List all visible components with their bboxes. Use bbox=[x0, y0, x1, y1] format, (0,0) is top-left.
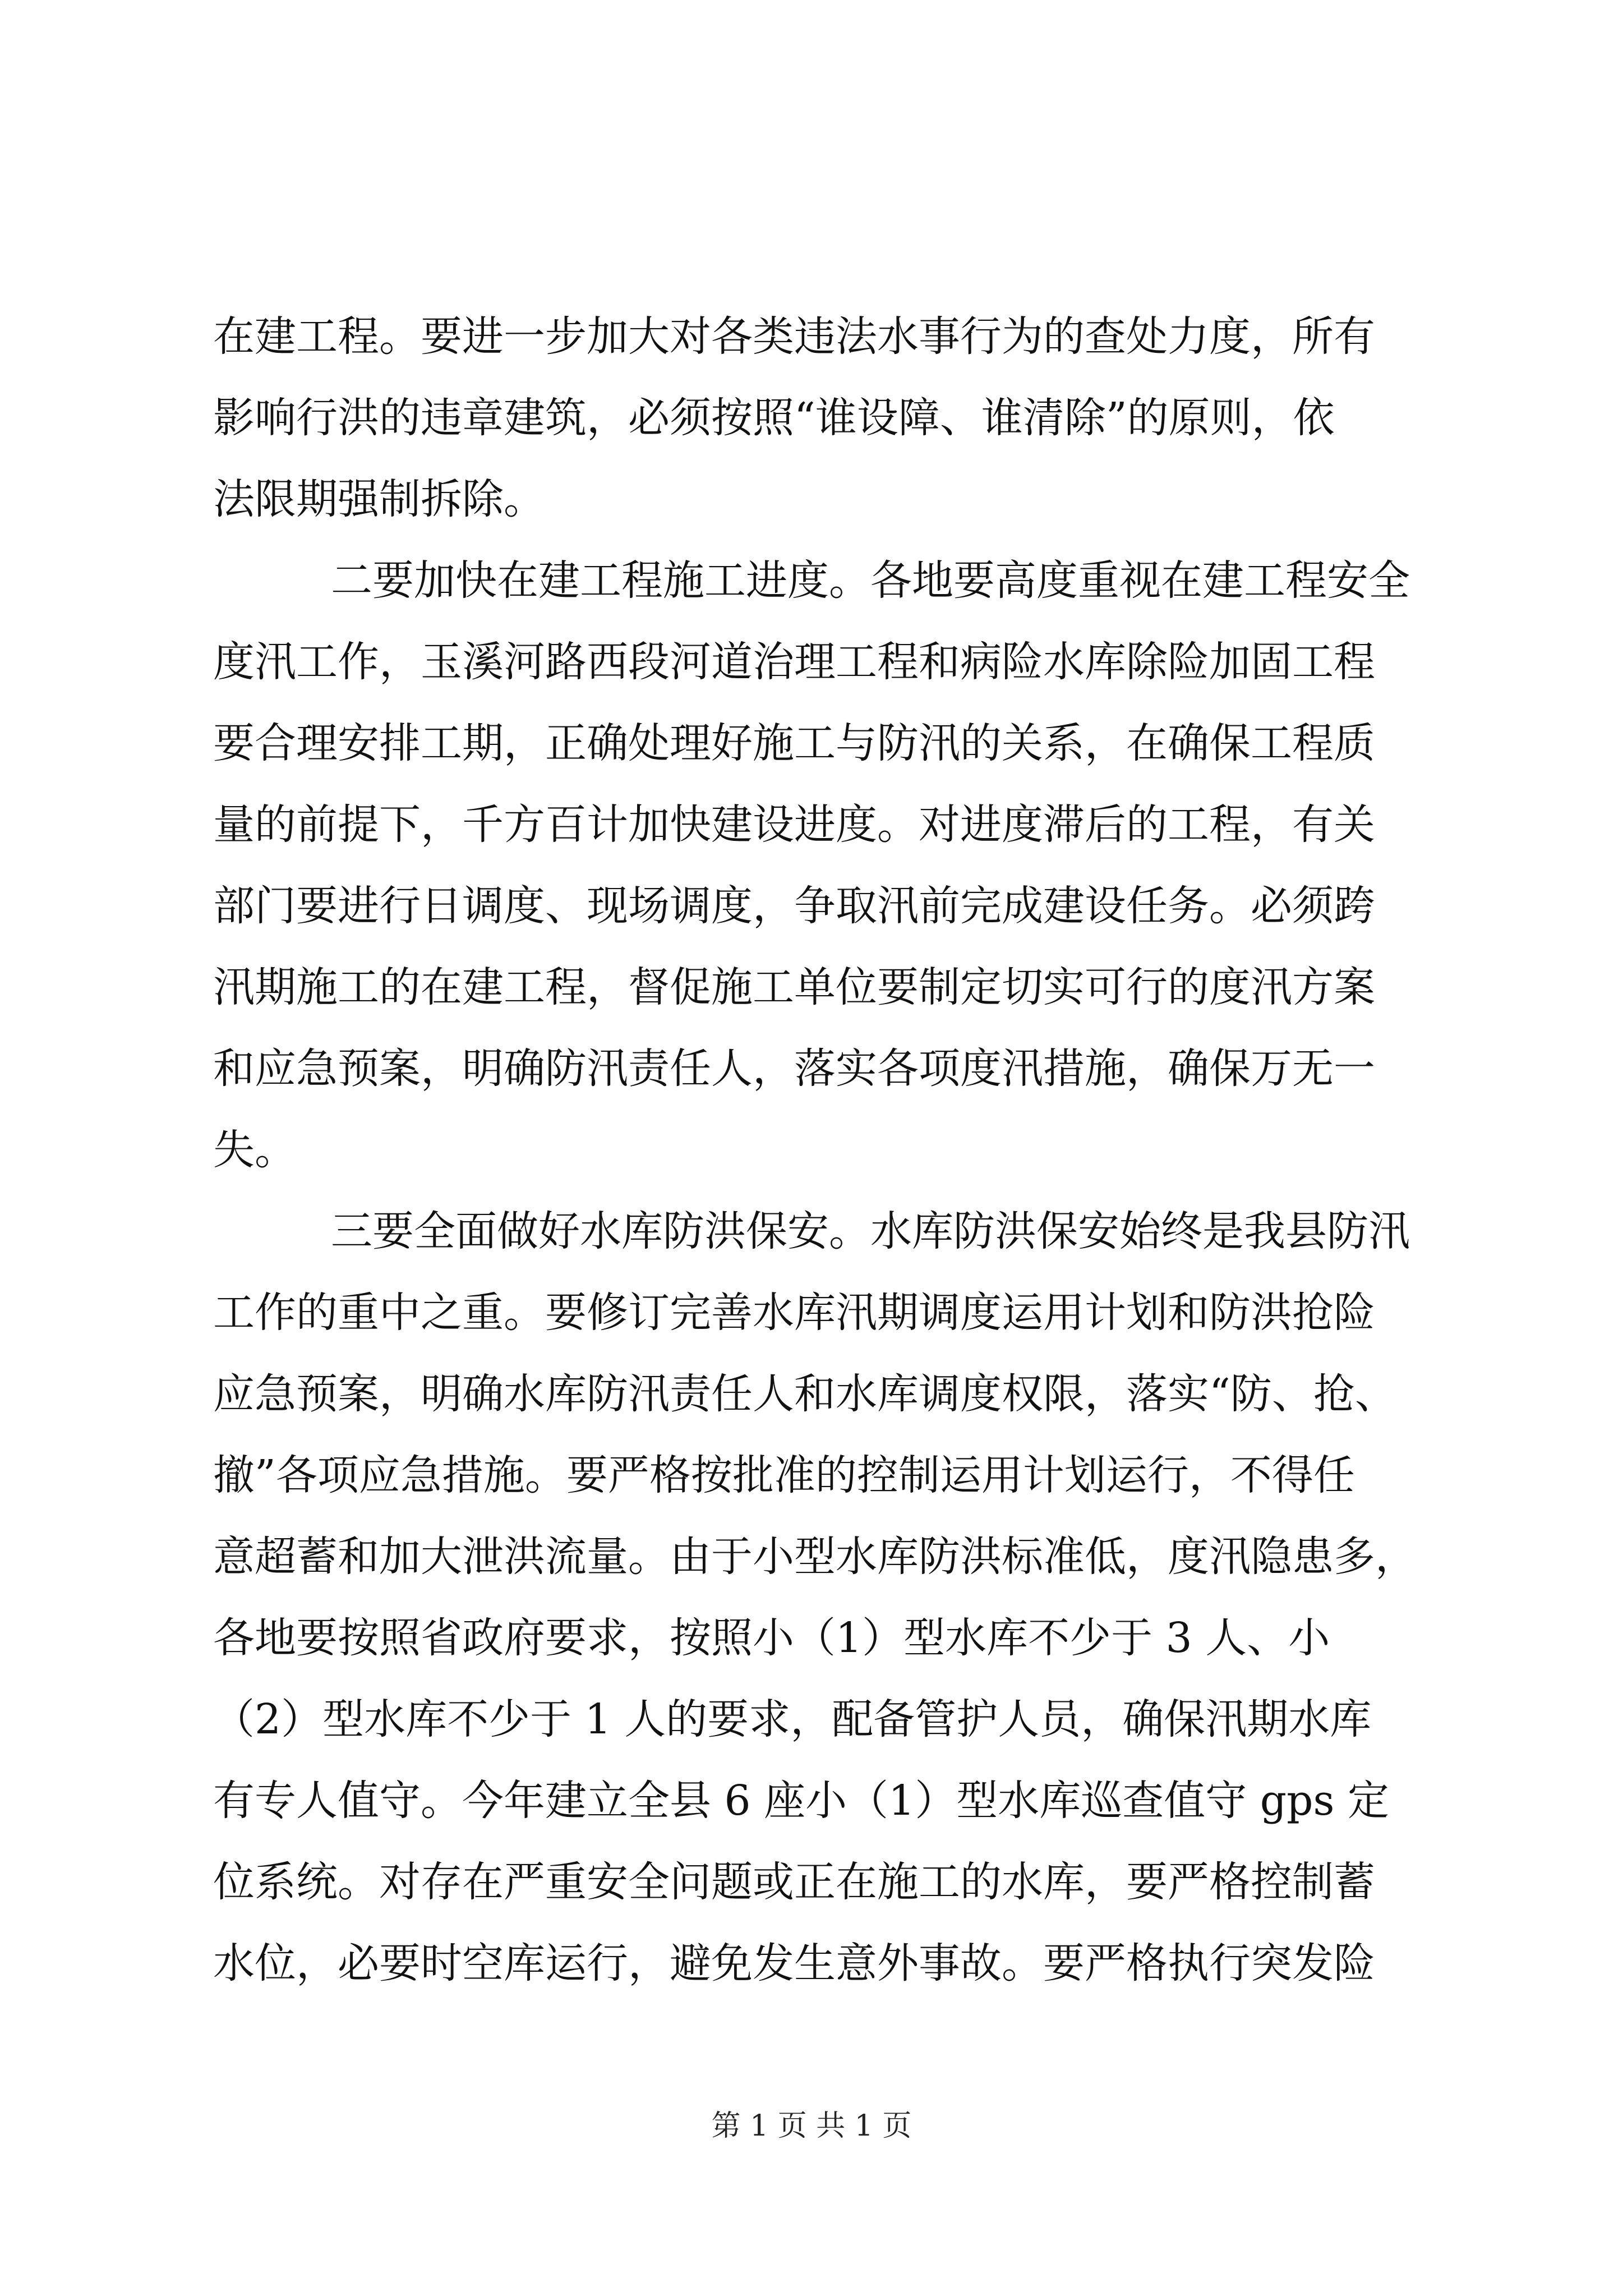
text-line: 工作的重中之重。要修订完善水库汛期调度运用计划和防洪抢险 bbox=[213, 1289, 1375, 1337]
text-line: （2）型水库不少于 1 人的要求，配备管护人员，确保汛期水库 bbox=[213, 1695, 1372, 1743]
document-body bbox=[213, 296, 1424, 2004]
text-line: 在建工程。要进一步加大对各类违法水事行为的查处力度，所有 bbox=[213, 312, 1375, 361]
text-line: 要合理安排工期，正确处理好施工与防汛的关系，在确保工程质 bbox=[213, 719, 1375, 767]
text-line: 法限期强制拆除。 bbox=[213, 475, 545, 523]
text-line: 量的前提下，千方百计加快建设进度。对进度滞后的工程，有关 bbox=[213, 800, 1375, 849]
paragraph-start-line: 三要全面做好水库防洪保安。水库防洪保安始终是我县防汛 bbox=[331, 1207, 1410, 1255]
text-line: 部门要进行日调度、现场调度，争取汛前完成建设任务。必须跨 bbox=[213, 882, 1375, 930]
text-line: 撤”各项应急措施。要严格按批准的控制运用计划运行，不得任 bbox=[213, 1451, 1355, 1499]
text-line: 度汛工作，玉溪河路西段河道治理工程和病险水库除险加固工程 bbox=[213, 638, 1375, 686]
text-line: 意超蓄和加大泄洪流量。由于小型水库防洪标准低，度汛隐患多， bbox=[213, 1533, 1417, 1581]
text-line: 有专人值守。今年建立全县 6 座小（1）型水库巡查值守 gps 定 bbox=[213, 1777, 1389, 1825]
text-line: 水位，必要时空库运行，避免发生意外事故。要严格执行突发险 bbox=[213, 1939, 1375, 1987]
text-line: 影响行洪的违章建筑，必须按照“谁设障、谁清除”的原则，依 bbox=[213, 394, 1335, 442]
text-line: 位系统。对存在严重安全问题或正在施工的水库，要严格控制蓄 bbox=[213, 1858, 1375, 1906]
text-line: 各地要按照省政府要求，按照小（1）型水库不少于 3 人、小 bbox=[213, 1614, 1330, 1662]
text-line: 失。 bbox=[213, 1126, 296, 1174]
text-line: 汛期施工的在建工程，督促施工单位要制定切实可行的度汛方案 bbox=[213, 963, 1375, 1011]
paragraph-start-line: 二要加快在建工程施工进度。各地要高度重视在建工程安全 bbox=[331, 556, 1410, 605]
text-line: 应急预案，明确水库防汛责任人和水库调度权限，落实“防、抢、 bbox=[213, 1370, 1396, 1418]
text-line: 和应急预案，明确防汛责任人，落实各项度汛措施，确保万无一 bbox=[213, 1045, 1375, 1093]
page-footer: 第 1 页 共 1 页 bbox=[711, 2109, 912, 2143]
